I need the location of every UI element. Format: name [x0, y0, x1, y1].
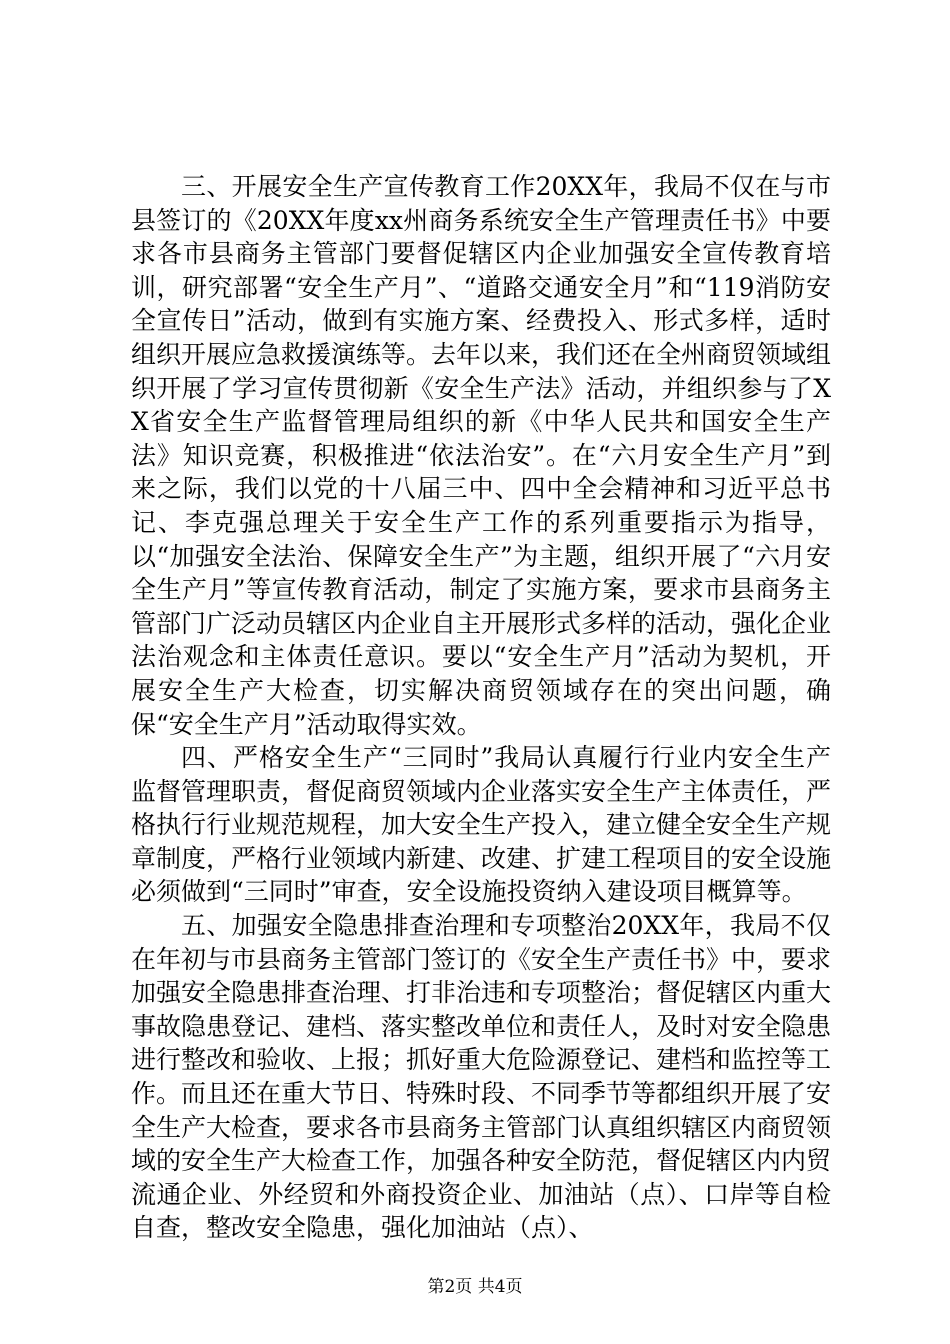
paragraph-hazard-inspection: 五、加强安全隐患排查治理和专项整治20XX年，我局不仅在年初与市县商务主管部门签订的《安全生产责任书》中，要求加强安全隐患排查治理、打非治违和专项整治；督促辖区内重大事故隐患登记、建档、落实整改单位和责任人，及时对安全隐患进行整改和验收、上报；抓好重大危险源登记、建档和监控等工作。而且还在重大节日、特殊时段、不同季节等都组织开展了安全生产大检查，要求各市县商务主管部门认真组织辖区内商贸领域的安全生产大检查工作，加强各种安全防范，督促辖区内内贸流通企业、外经贸和外商投资企业、加油站（点）、口岸等自检自查，整改安全隐患，强化加油站（点）、	[131, 911, 832, 1243]
document-body	[131, 170, 831, 1245]
page-number-footer: 第2页 共4页	[427, 1277, 523, 1297]
paragraph-three-simultaneous: 四、严格安全生产“三同时”我局认真履行行业内安全生产监督管理职责，督促商贸领域内企业落实安全生产主体责任，严格执行行业规范规程，加大安全生产投入，建立健全安全生产规章制度，严格行业领域内新建、改建、扩建工程项目的安全设施必须做到“三同时”审查，安全设施投资纳入建设项目概算等。	[131, 743, 832, 907]
paragraph-safety-education: 三、开展安全生产宣传教育工作20XX年，我局不仅在与市县签订的《20XX年度xx州商务系统安全生产管理责任书》中要求各市县商务主管部门要督促辖区内企业加强安全宣传教育培训，研究部署“安全生产月”、“道路交通安全月”和“119消防安全宣传日”活动，做到有实施方案、经费投入、形式多样，适时组织开展应急救援演练等。去年以来，我们还在全州商贸领域组织开展了学习宣传贯彻新《安全生产法》活动，并组织参与了XX省安全生产监督管理局组织的新《中华人民共和国安全生产法》知识竞赛，积极推进“依法治安”。在“六月安全生产月”到来之际，我们以党的十八届三中、四中全会精神和习近平总书记、李克强总理关于安全生产工作的系列重要指示为指导，以“加强安全法治、保障安全生产”为主题，组织开展了“六月安全生产月”等宣传教育活动，制定了实施方案，要求市县商务主管部门广泛动员辖区内企业自主开展形式多样的活动，强化企业法治观念和主体责任意识。要以“安全生产月”活动为契机，开展安全生产大检查，切实解决商贸领域存在的突出问题，确保“安全生产月”活动取得实效。	[131, 172, 832, 739]
